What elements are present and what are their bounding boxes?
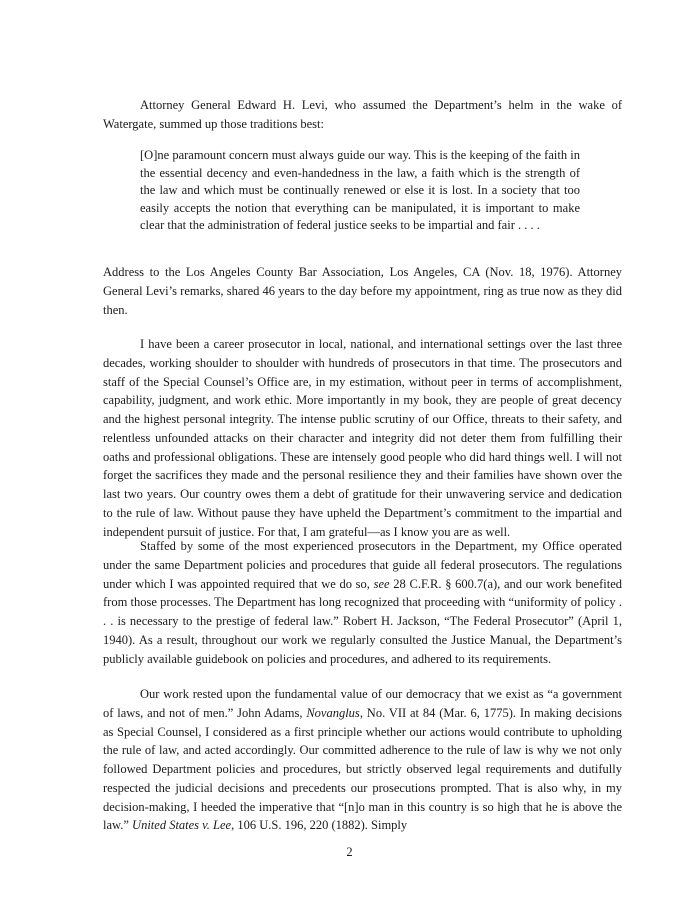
paragraph-rule-of-law: Our work rested upon the fundamental value of our democracy that we exist as “a government of laws, and not of men.” John Adams, Novanglus, No. VII at 84 (Mar. 6, 1775). In making decisions as Special Counsel, I considered as a first principle whether our actions would contribute to upholding the rule of law, and acted accordingly. Our committed adherence to the rule of law is why we not only followed Department policies and procedures, but strictly observed legal requirements and dutifully respected the judicial decisions and precedents our prosecutions prompted. That is also why, in my decision-making, I heeded the imperative that “[n]o man in this country is so high that he is above the law.” United States v. Lee, 106 U.S. 196, 220 (1882). Simply <box>103 687 622 833</box>
paragraph-prosecutors: I have been a career prosecutor in local, national, and international settings over the last three decades, working shoulder to shoulder with hundreds of prosecutors in that time. The prosecutors and staff of the Special Counsel’s Office are, in my estimation, without peer in terms of accomplishment, capability, judgment, and work ethic. More importantly in my book, they are people of great decency and the highest personal integrity. The intense public scrutiny of our Office, threats to their safety, and relentless unfounded attacks on their character and integrity did not deter them from fulfilling their oaths and professional obligations. These are intensely good people who did hard things well. I will not forget the sacrifices they made and the personal resilience they and their families have shown over the last two years. Our country owes them a debt of gratitude for their unwavering service and dedication to the rule of law. Without pause they have upheld the Department’s commitment to the impartial and independent pursuit of justice. For that, I am grateful—as I know you are as well. <box>103 337 622 539</box>
block-quote: [O]ne paramount concern must always guide our way. This is the keeping of the faith in the essential decency and even-handedness in the law, a faith which is the strength of the law and which must be continually renewed or else it is lost. In a society that too easily accepts the notion that everything can be manipulated, it is important to make clear that the administration of federal justice seeks to be impartial and fair . . . . <box>140 148 580 233</box>
paragraph-policies: Staffed by some of the most experienced prosecutors in the Department, my Office operated under the same Department policies and procedures that guide all federal prosecutors. The regulations under which I was appointed required that we do so, see 28 C.F.R. § 600.7(a), and our work benefited from those processes. The Department has long recognized that proceeding with “uniformity of policy . . . is necessary to the prestige of federal law.” Robert H. Jackson, “The Federal Prosecutor” (April 1, 1940). As a result, throughout our work we regularly consulted the Justice Manual, the Department’s publicly available guidebook on policies and procedures, and adhered to its requirements. <box>103 539 623 666</box>
page-number: 2 <box>346 845 353 859</box>
paragraph-citation: Address to the Los Angeles County Bar Association, Los Angeles, CA (Nov. 18, 1976). Attorney General Levi’s remarks, shared 46 years to the day before my appointment, ring as true now as they did then. <box>103 265 622 317</box>
paragraph-intro: Attorney General Edward H. Levi, who assumed the Department’s helm in the wake of Watergate, summed up those traditions best: <box>103 98 622 131</box>
